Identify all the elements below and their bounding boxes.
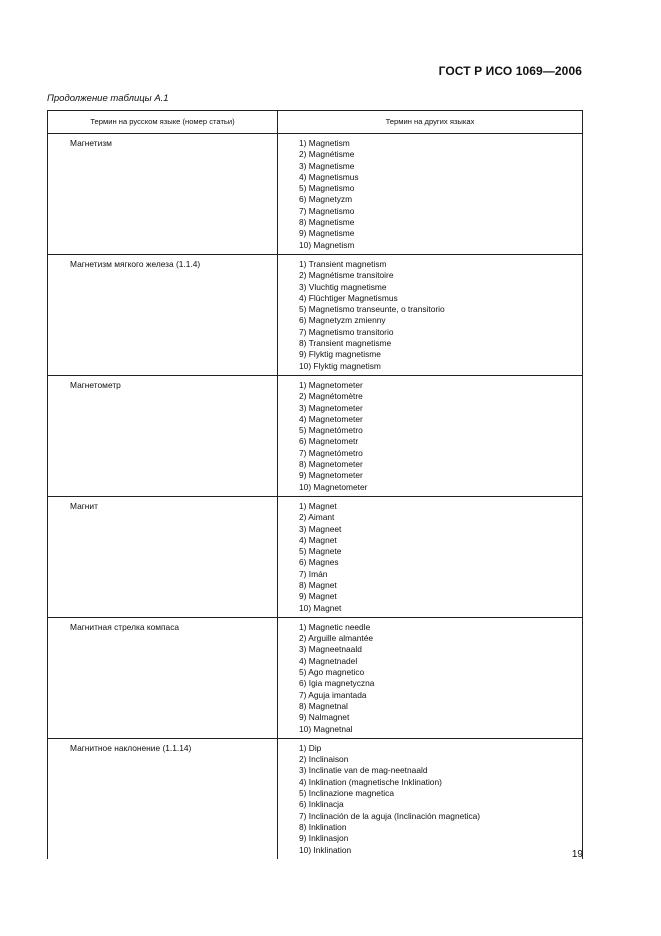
foreign-term: 3) Magneet bbox=[299, 523, 342, 534]
foreign-term: 2) Magnétisme transitoire bbox=[299, 270, 394, 281]
foreign-term: 9) Flyktig magnetisme bbox=[299, 349, 381, 360]
foreign-term: 1) Transient magnetism bbox=[299, 258, 387, 269]
russian-term: Магнитная стрелка компаса bbox=[48, 617, 278, 738]
russian-term: Магнетометр bbox=[48, 375, 278, 496]
table-caption: Продолжение таблицы А.1 bbox=[47, 93, 169, 104]
foreign-term: 10) Magnet bbox=[299, 602, 342, 613]
foreign-term: 8) Magnetometer bbox=[299, 459, 363, 470]
table-body bbox=[48, 134, 583, 859]
foreign-term: 2) Aimant bbox=[299, 512, 335, 523]
foreign-term: 10) Magnetometer bbox=[299, 481, 368, 492]
foreign-term: 7) Inclinación de la aguja (Inclinación magnetica) bbox=[299, 810, 481, 821]
foreign-term: 7) Aguja imantada bbox=[299, 689, 367, 700]
foreign-term: 5) Magnetismo bbox=[299, 183, 355, 194]
russian-term: Магнитное наклонение (1.1.14) bbox=[48, 738, 278, 858]
foreign-term: 1) Magnetic needle bbox=[299, 621, 371, 632]
foreign-term: 8) Inklination bbox=[299, 821, 347, 832]
foreign-term: 2) Inclinaison bbox=[299, 754, 349, 765]
foreign-term: 4) Magnetismus bbox=[299, 171, 359, 182]
foreign-terms bbox=[278, 375, 583, 496]
foreign-term: 2) Magnétomètre bbox=[299, 391, 363, 402]
russian-term: Магнетизм bbox=[48, 134, 278, 255]
table-row bbox=[48, 496, 583, 617]
foreign-term: 5) Ago magnetico bbox=[299, 667, 365, 678]
foreign-term: 1) Magnet bbox=[299, 500, 337, 511]
column-header-russian: Термин на русском языке (номер статьи) bbox=[48, 111, 278, 134]
foreign-term: 8) Transient magnetisme bbox=[299, 338, 392, 349]
foreign-term: 4) Magnet bbox=[299, 534, 337, 545]
foreign-term: 2) Arguille almantée bbox=[299, 633, 374, 644]
foreign-terms bbox=[278, 738, 583, 858]
foreign-term: 9) Magnetometer bbox=[299, 470, 363, 481]
foreign-term: 4) Magnetnadel bbox=[299, 655, 358, 666]
foreign-term: 3) Magnetometer bbox=[299, 402, 363, 413]
foreign-term: 10) Inklination bbox=[299, 844, 352, 855]
foreign-term: 6) Magnes bbox=[299, 557, 339, 568]
foreign-term: 9) Inklinasjon bbox=[299, 833, 349, 844]
table-row bbox=[48, 254, 583, 375]
foreign-term: 5) Inclinazione magnetica bbox=[299, 788, 394, 799]
foreign-term: 6) Magnetometr bbox=[299, 436, 359, 447]
foreign-term: 5) Magnetismo transeunte, o transitorio bbox=[299, 304, 445, 315]
foreign-term: 6) Magnetyzm bbox=[299, 194, 353, 205]
terms-table bbox=[47, 110, 583, 859]
foreign-term: 7) Magnetismo transitorio bbox=[299, 326, 394, 337]
foreign-term: 7) Magnetómetro bbox=[299, 447, 363, 458]
foreign-term: 10) Magnetnal bbox=[299, 723, 353, 734]
foreign-term: 4) Inklination (magnetische Inklination) bbox=[299, 776, 442, 787]
foreign-term: 8) Magnet bbox=[299, 579, 337, 590]
foreign-term: 4) Flüchtiger Magnetismus bbox=[299, 292, 398, 303]
foreign-term: 9) Magnet bbox=[299, 591, 337, 602]
foreign-term: 4) Magnetometer bbox=[299, 413, 363, 424]
foreign-term: 3) Inclinatie van de mag-neetnaald bbox=[299, 765, 428, 776]
table-row bbox=[48, 134, 583, 255]
russian-term: Магнетизм мягкого железа (1.1.4) bbox=[48, 254, 278, 375]
foreign-term: 3) Magneetnaald bbox=[299, 644, 362, 655]
foreign-term: 3) Magnetisme bbox=[299, 160, 355, 171]
column-header-other-languages: Термин на других языках bbox=[278, 111, 583, 134]
foreign-term: 1) Magnetometer bbox=[299, 379, 363, 390]
foreign-term: 3) Vluchtig magnetisme bbox=[299, 281, 387, 292]
foreign-term: 8) Magnetnal bbox=[299, 700, 348, 711]
table-row bbox=[48, 617, 583, 738]
foreign-term: 10) Magnetism bbox=[299, 239, 355, 250]
foreign-terms bbox=[278, 254, 583, 375]
foreign-term: 5) Magnete bbox=[299, 546, 342, 557]
table-row bbox=[48, 738, 583, 858]
foreign-terms bbox=[278, 617, 583, 738]
foreign-term: 6) Magnetyzm zmienny bbox=[299, 315, 386, 326]
foreign-term: 9) Magnetisme bbox=[299, 228, 355, 239]
table-header-row bbox=[48, 111, 583, 134]
foreign-terms bbox=[278, 134, 583, 255]
foreign-term: 1) Dip bbox=[299, 742, 322, 753]
foreign-term: 7) Imán bbox=[299, 568, 328, 579]
page-number: 19 bbox=[571, 849, 583, 860]
foreign-term: 9) Nalmagnet bbox=[299, 712, 350, 723]
foreign-term: 2) Magnétisme bbox=[299, 149, 355, 160]
foreign-terms bbox=[278, 496, 583, 617]
foreign-term: 8) Magnetisme bbox=[299, 217, 355, 228]
document-header: ГОСТ Р ИСО 1069—2006 bbox=[438, 64, 582, 78]
foreign-term: 7) Magnetismo bbox=[299, 205, 355, 216]
foreign-term: 6) Igia magnetyczna bbox=[299, 678, 375, 689]
russian-term: Магнит bbox=[48, 496, 278, 617]
table-row bbox=[48, 375, 583, 496]
foreign-term: 1) Magnetism bbox=[299, 138, 350, 148]
foreign-term: 6) Inklinacja bbox=[299, 799, 344, 810]
foreign-term: 5) Magnetómetro bbox=[299, 425, 363, 436]
foreign-term: 10) Flyktig magnetism bbox=[299, 360, 381, 371]
